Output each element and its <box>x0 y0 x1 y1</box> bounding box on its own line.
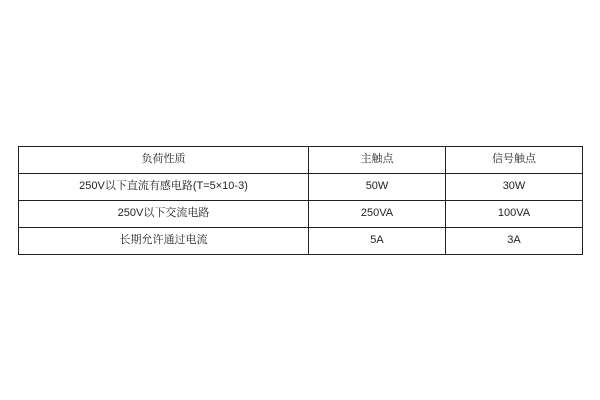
cell-signal-contact: 100VA <box>446 201 583 228</box>
cell-main-contact: 5A <box>309 228 446 255</box>
cell-signal-contact: 3A <box>446 228 583 255</box>
table-row <box>19 228 583 255</box>
cell-main-contact: 50W <box>309 174 446 201</box>
cell-signal-contact: 30W <box>446 174 583 201</box>
cell-load-nature: 250V以下交流电路 <box>19 201 309 228</box>
specification-table <box>18 146 583 255</box>
column-header-load-nature: 负荷性质 <box>19 147 309 174</box>
cell-main-contact: 250VA <box>309 201 446 228</box>
column-header-main-contact: 主触点 <box>309 147 446 174</box>
table-row <box>19 174 583 201</box>
table-row <box>19 201 583 228</box>
column-header-signal-contact: 信号触点 <box>446 147 583 174</box>
cell-load-nature: 长期允许通过电流 <box>19 228 309 255</box>
cell-load-nature: 250V以下直流有感电路(T=5×10-3) <box>19 174 309 201</box>
table-header-row <box>19 147 583 174</box>
spec-table-container <box>18 146 582 255</box>
